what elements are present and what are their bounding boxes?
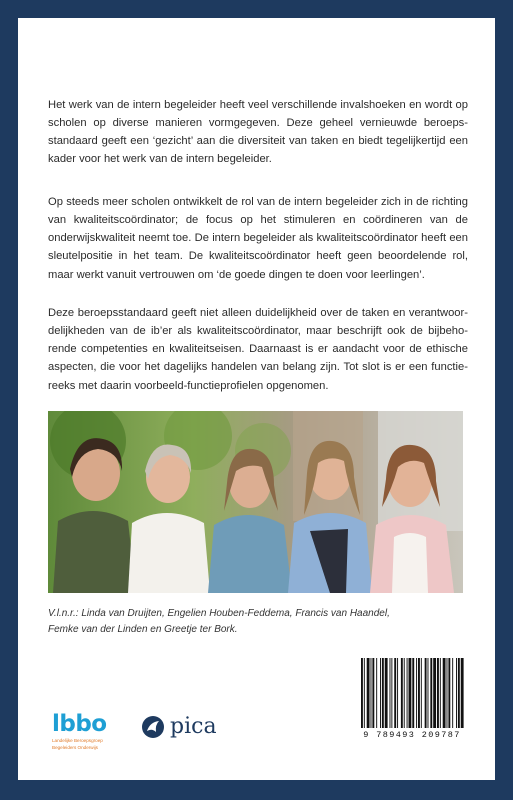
barcode-bar [391, 658, 392, 728]
barcode-bar [452, 658, 453, 728]
pica-logo [141, 715, 217, 739]
barcode-bar [437, 658, 439, 728]
barcode-bar [443, 658, 446, 728]
pica-wordmark: pica [170, 714, 217, 739]
barcode-bar [372, 658, 374, 728]
barcode-bar [390, 658, 391, 728]
barcode-bar [440, 658, 441, 728]
barcode-bar [412, 658, 414, 728]
barcode-bar [433, 658, 436, 728]
caption-line-2: Femke van der Linden en Greetje ter Bork. [48, 623, 238, 635]
lbbo-subtitle-1: Landelijke Beroepsgroep [52, 738, 103, 743]
barcode-bar [382, 658, 384, 728]
barcode-bar [376, 658, 377, 728]
barcode-bar [361, 658, 363, 728]
caption-line-1: V.l.n.r.: Linda van Druijten, Engelien Houben-Feddema, Francis van Haandel, [48, 608, 390, 619]
barcode-bar [458, 658, 460, 728]
barcode-bar [428, 658, 429, 728]
barcode-bar [385, 658, 388, 728]
barcode-bar [409, 658, 412, 728]
barcode-bar [416, 658, 417, 728]
barcode-bar [380, 658, 381, 728]
barcode-bar [397, 658, 398, 728]
photo-caption [48, 606, 468, 637]
barcode-bar [448, 658, 450, 728]
barcode-bar [371, 658, 372, 728]
barcode-bar [418, 658, 420, 728]
barcode-bar [401, 658, 403, 728]
barcode-bar [407, 658, 408, 728]
barcode-bar [447, 658, 448, 728]
isbn-barcode [359, 658, 465, 748]
barcode-bar [456, 658, 457, 728]
barcode-bars [359, 658, 465, 728]
barcode-bar [461, 658, 464, 728]
barcode-bar [367, 658, 370, 728]
blurb-paragraph-3: Deze beroepsstandaard geeft niet alleen duidelijkheid over de taken en verantwoordelijkheden van de ib’er als kwaliteitscoördinator, maar beschrijft ook de bijbehorende competenties en kwaliteitseisen. Daarnaast is er aandacht voor de ethische aspecten, die voor het dagelijks handelen van belang zijn. Tot slot is er een functiereeks met daarin voorbeeld-functieprofielen opgenomen. [48, 307, 468, 392]
blurb-paragraph-2: Op steeds meer scholen ontwikkelt de rol van de intern begeleider zich in de richting van kwaliteitscoördinator; de focus op het stimuleren en coördineren van de onderwijskwaliteit neemt toe. De intern begeleider als kwaliteitscoördinator heeft een sleutelpositie in het team. De kwaliteitscoördinator heeft geen beoordelende rol, maar werkt vanuit vertrouwen om ‘de goede dingen te doen voor leerlingen’. [48, 196, 468, 281]
author-photo [48, 411, 463, 593]
lbbo-logo [52, 713, 107, 750]
barcode-bar [364, 658, 365, 728]
barcode-bar [425, 658, 427, 728]
lbbo-subtitle-2: Begeleiders Onderwijs [52, 745, 98, 751]
lbbo-wordmark: lbbo [52, 711, 107, 737]
barcode-bar [394, 658, 396, 728]
barcode-bar [430, 658, 432, 728]
blurb-paragraph-1: Het werk van de intern begeleider heeft veel verschillende invalshoeken en wordt op scholen op diverse manieren vormgegeven. Deze geheel vernieuwde beroepsstandaard geeft een ‘gezicht’ aan die diversiteit van taken en biedt tegelijkertijd een kader voor het werk van de intern begeleider. [48, 99, 468, 166]
isbn-number: 9 789493 209787 [363, 730, 461, 740]
barcode-bar [404, 658, 405, 728]
barcode-bar [421, 658, 422, 728]
pica-emblem-icon [141, 715, 165, 739]
back-cover [18, 18, 495, 780]
